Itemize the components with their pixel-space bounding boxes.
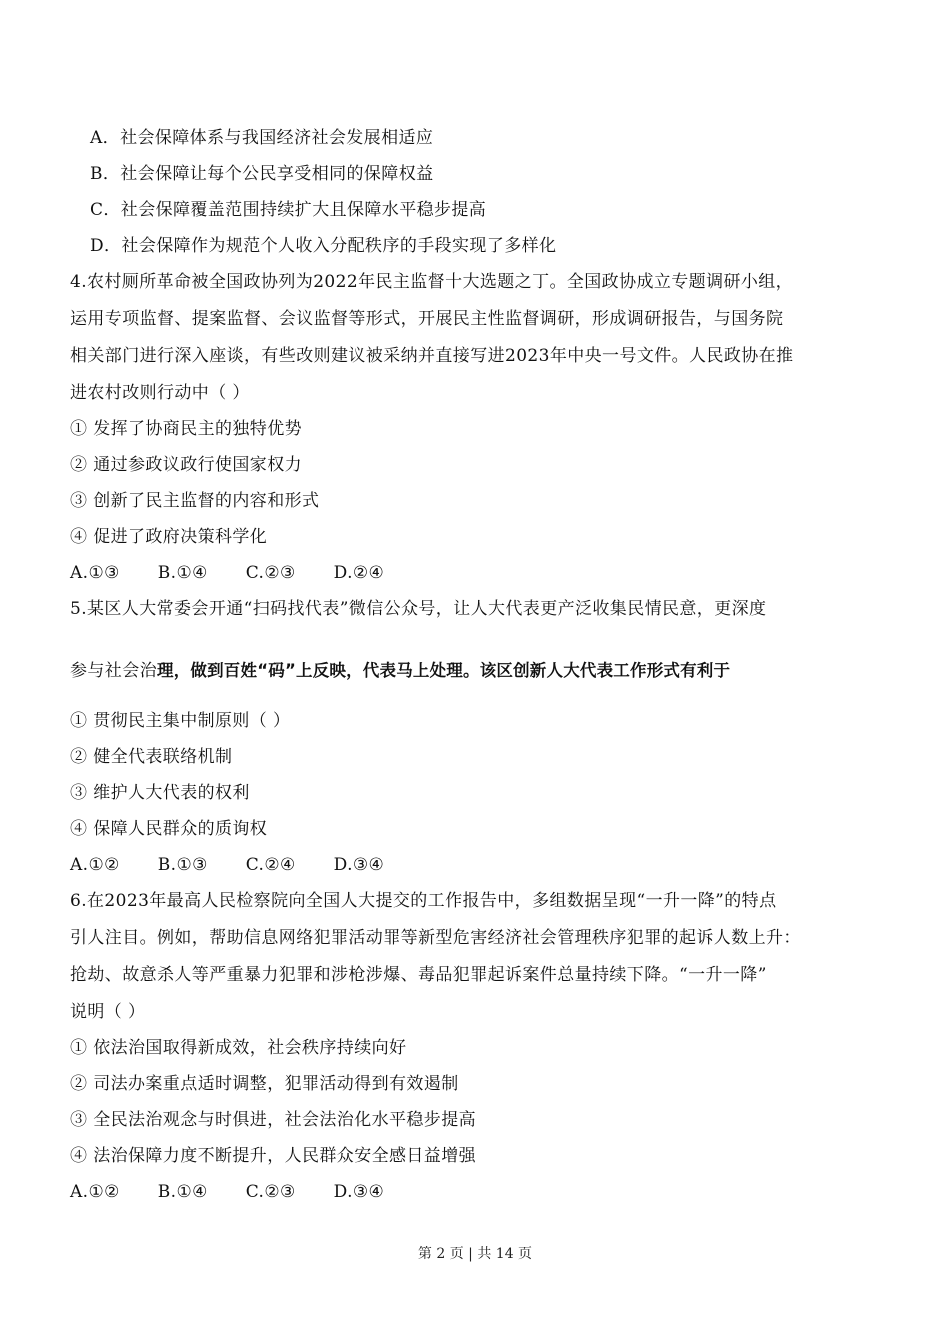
q4-choice-b: B.①④ (157, 563, 208, 583)
q5-choice-c: C.②④ (245, 855, 296, 875)
q5-stem-line-1: 5.某区人大常委会开通“扫码找代表”微信公众号，让人大代表更产泛收集民情民意，更深度 (70, 599, 767, 619)
q3-option-c: C．社会保障覆盖范围持续扩大且保障水平稳步提高 (90, 200, 487, 220)
q6-statement-1: ① 依法治国取得新成效，社会秩序持续向好 (70, 1038, 407, 1058)
q6-choices (70, 1180, 422, 1204)
q5-stem-line-2-normal: 参与社会治 (70, 661, 157, 681)
q6-choice-a: A.①② (70, 1182, 120, 1202)
q4-choices (70, 561, 422, 585)
q5-stem-line-2 (70, 659, 730, 683)
q4-choice-a: A.①③ (70, 563, 120, 583)
q5-statement-3: ③ 维护人大代表的权利 (70, 783, 250, 803)
q6-stem-line-2: 引人注目。例如，帮助信息网络犯罪活动罪等新型危害经济社会管理秩序犯罪的起诉人数上升： (70, 928, 801, 948)
q6-choice-d: D.③④ (333, 1182, 385, 1202)
q5-choice-b: B.①③ (157, 855, 208, 875)
q6-stem-line-1: 6.在2023年最高人民检察院向全国人大提交的工作报告中，多组数据呈现“一升一降”的特点 (70, 891, 777, 911)
q4-statement-1: ① 发挥了协商民主的独特优势 (70, 419, 303, 439)
q3-option-a: A．社会保障体系与我国经济社会发展相适应 (90, 128, 434, 148)
q4-choice-d: D.②④ (333, 563, 385, 583)
q5-statement-1: ① 贯彻民主集中制原则（ ） (70, 711, 291, 731)
q4-stem-line-4: 进农村改则行动中（ ） (70, 383, 250, 403)
q6-stem-line-3: 抢劫、故意杀人等严重暴力犯罪和涉枪涉爆、毒品犯罪起诉案件总量持续下降。“一升一降” (70, 965, 767, 985)
q6-choice-b: B.①④ (157, 1182, 208, 1202)
page-footer: 第 2 页 | 共 14 页 (417, 1246, 533, 1262)
q5-stem-line-2-bold: 理，做到百姓“码”上反映，代表马上处理。该区创新人大代表工作形式有利于 (157, 661, 731, 680)
q4-choice-c: C.②③ (245, 563, 296, 583)
q5-choices (70, 853, 422, 877)
q3-option-d: D．社会保障作为规范个人收入分配秩序的手段实现了多样化 (90, 236, 557, 256)
q6-statement-2: ② 司法办案重点适时调整，犯罪活动得到有效遏制 (70, 1074, 459, 1094)
q5-statement-4: ④ 保障人民群众的质询权 (70, 819, 268, 839)
q6-stem-line-4: 说明（ ） (70, 1002, 146, 1022)
q6-statement-3: ③ 全民法治观念与时俱进，社会法治化水平稳步提高 (70, 1110, 477, 1130)
q5-choice-a: A.①② (70, 855, 120, 875)
q4-stem-line-3: 相关部门进行深入座谈，有些改则建议被采纳并直接写进2023年中央一号文件。人民政协在推 (70, 346, 794, 366)
q4-statement-3: ③ 创新了民主监督的内容和形式 (70, 491, 320, 511)
q5-statement-2: ② 健全代表联络机制 (70, 747, 233, 767)
q4-stem-line-1: 4.农村厕所革命被全国政协列为2022年民主监督十大选题之丁。全国政协成立专题调研小组， (70, 272, 794, 292)
q4-statement-4: ④ 促进了政府决策科学化 (70, 527, 268, 547)
q4-statement-2: ② 通过参政议政行使国家权力 (70, 455, 303, 475)
q4-stem-line-2: 运用专项监督、提案监督、会议监督等形式，开展民主性监督调研，形成调研报告，与国务院 (70, 309, 784, 329)
q3-option-b: B．社会保障让每个公民享受相同的保障权益 (90, 164, 434, 184)
q5-choice-d: D.③④ (333, 855, 385, 875)
q6-statement-4: ④ 法治保障力度不断提升，人民群众安全感日益增强 (70, 1146, 477, 1166)
q6-choice-c: C.②③ (245, 1182, 296, 1202)
